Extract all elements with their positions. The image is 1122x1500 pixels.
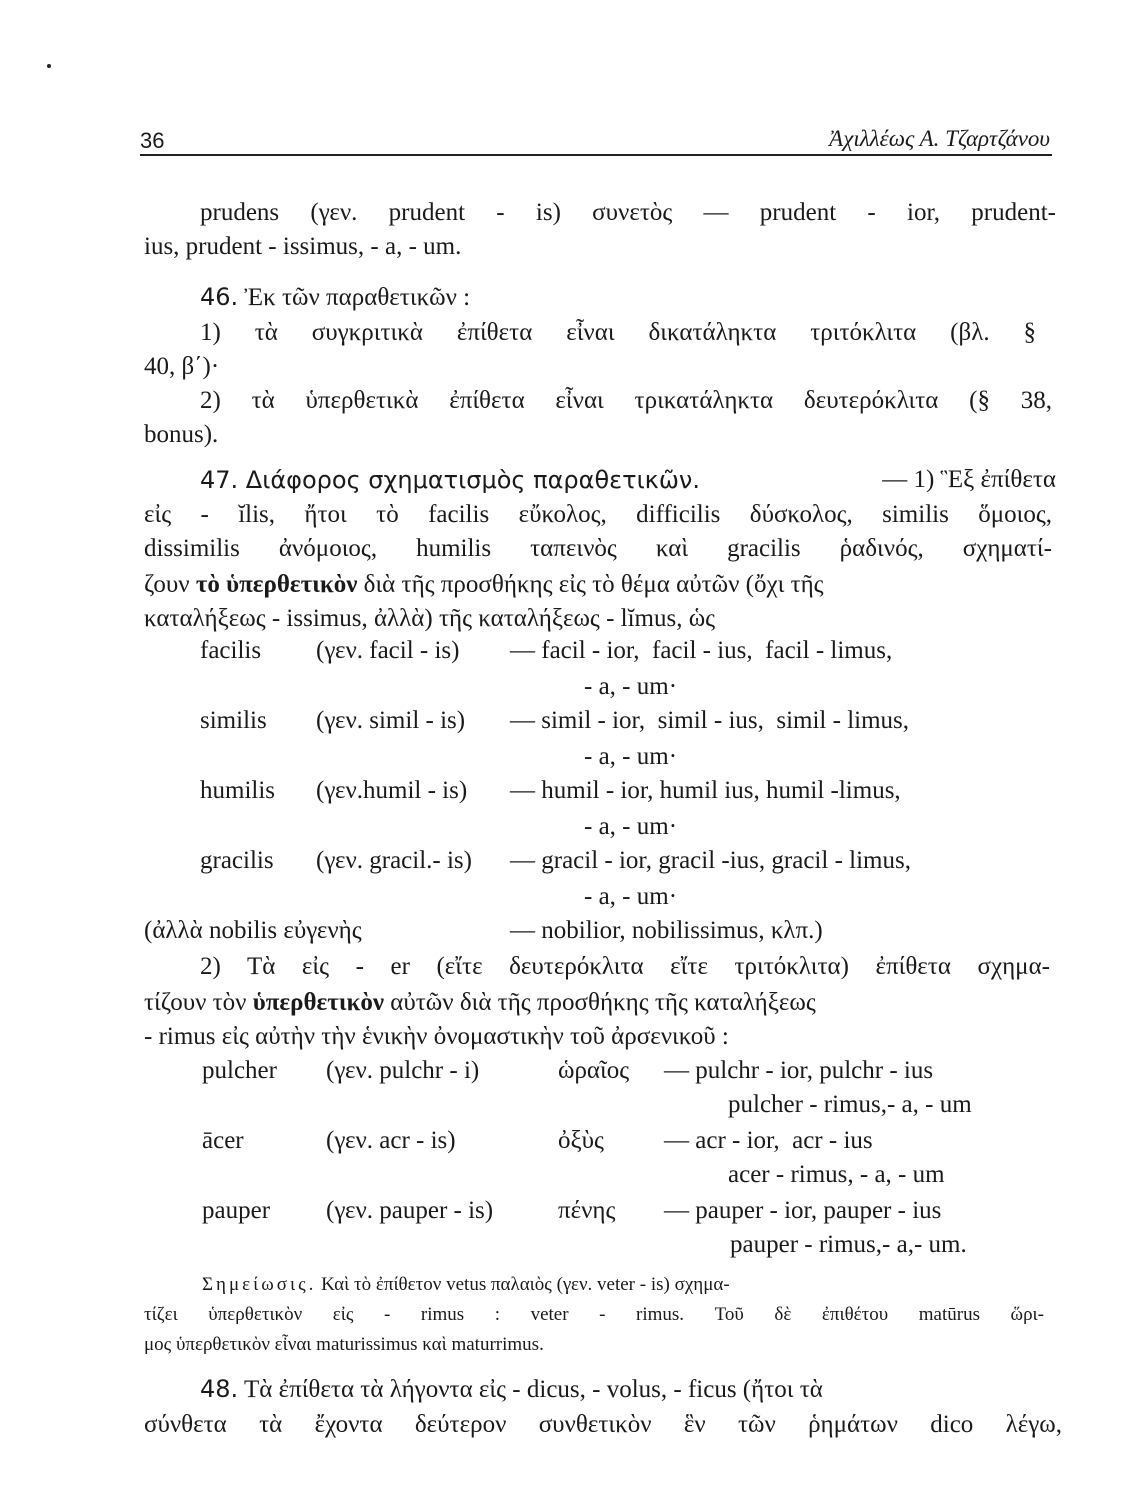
section-number: 46. bbox=[200, 283, 239, 311]
table-greek: ὀξὺς bbox=[558, 1127, 604, 1154]
table-genitive: (γεν. pauper - is) bbox=[326, 1197, 494, 1224]
text-run: Καὶ τὸ ἐπίθετον vetus παλαιὸς (γεν. veter - is) σχημα- bbox=[316, 1274, 730, 1295]
body-line: prudens (γεν. prudent - is) συνετὸς — prudent - ior, prudent- bbox=[200, 199, 1056, 226]
table-genitive: (γεν. pulchr - i) bbox=[326, 1057, 480, 1084]
emphasis: ὑπερθετικὸν bbox=[252, 989, 385, 1016]
table-forms: — simil - ior, simil - ius, simil - limus, bbox=[510, 707, 910, 734]
body-line: σύνθετα τὰ ἔχοντα δεύτερον συνθετικὸν ἓν τῶν ῥημάτων dico λέγω, bbox=[144, 1411, 1062, 1438]
section-number: 47. bbox=[200, 466, 239, 494]
body-line bbox=[144, 988, 1052, 1018]
body-line: 2) Τὰ εἰς - er (εἴτε δευτερόκλιτα εἴτε τριτόκλιτα) ἐπίθετα σχημα- bbox=[200, 953, 1050, 980]
body-line: καταλήξεως - issimus, ἀλλὰ) τῆς καταλήξεως - lĭmus, ὡς bbox=[144, 605, 716, 632]
section-text: — 1) Ἓξ ἐπίθετα bbox=[882, 466, 1056, 493]
text-run: τίζουν τὸν bbox=[144, 989, 253, 1016]
table-ending: - a, - um· bbox=[584, 673, 678, 700]
running-head-author: Ἀχιλλέως Α. Τζαρτζάνου bbox=[829, 126, 1050, 151]
section-number: 48. bbox=[200, 1375, 239, 1403]
table-word: ācer bbox=[202, 1127, 244, 1154]
body-line: - rimus εἰς αὐτὴν τὴν ἑνικὴν ὀνομαστικὴν τοῦ ἀρσενικοῦ : bbox=[144, 1023, 729, 1050]
body-line: dissimilis ἀνόμοιος, humilis ταπεινὸς καὶ gracilis ῥαδινός, σχηματί- bbox=[144, 535, 1052, 562]
text-run: Τὰ ἐπίθετα τὰ λήγοντα εἰς - dicus, - volus, - ficus (ἤτοι τὰ bbox=[238, 1376, 823, 1403]
table-greek: πένης bbox=[558, 1197, 616, 1224]
emphasis: τὸ ὑπερθετικὸν bbox=[195, 571, 358, 598]
table-word: gracilis bbox=[200, 847, 274, 874]
table-forms: — pauper - ior, pauper - ius bbox=[664, 1197, 942, 1224]
table-forms: — pulchr - ior, pulchr - ius bbox=[664, 1057, 934, 1084]
note-line: τίζει ὑπερθετικὸν εἰς - rimus : veter - rimus. Τοῦ δὲ ἐπιθέτου matūrus ὥρι- bbox=[144, 1304, 1044, 1325]
body-line bbox=[144, 570, 1052, 600]
body-line: bonus). bbox=[144, 421, 219, 448]
table-word: facilis bbox=[200, 637, 262, 664]
text-run: ζουν bbox=[144, 571, 196, 598]
table-word: pauper bbox=[202, 1197, 271, 1224]
body-line: εἰς - ĭlis, ἤτοι τὸ facilis εὔκολος, difficilis δύσκολος, similis ὅμοιος, bbox=[144, 501, 1052, 528]
table-forms: — gracil - ior, gracil -ius, gracil - limus, bbox=[510, 847, 911, 874]
section-47-heading bbox=[200, 465, 1056, 496]
body-line: 1) τὰ συγκριτικὰ ἐπίθετα εἶναι δικατάληκτα τριτόκλιτα (βλ. § bbox=[200, 319, 1036, 346]
table-genitive: (γεν. simil - is) bbox=[316, 707, 466, 734]
table-forms: — humil - ior, humil ius, humil -limus, bbox=[510, 777, 901, 804]
table-superlative: pulcher - rimus,- a, - um bbox=[728, 1091, 972, 1118]
table-word: similis bbox=[200, 707, 267, 734]
table-ending: - a, - um· bbox=[584, 883, 678, 910]
body-line: 2) τὰ ὑπερθετικὰ ἐπίθετα εἶναι τρικατάληκτα δευτερόκλιτα (§ 38, bbox=[200, 387, 1052, 414]
table-ending: - a, - um· bbox=[584, 813, 678, 840]
table-genitive: (γεν.humil - is) bbox=[316, 777, 468, 804]
table-forms: — acr - ior, acr - ius bbox=[664, 1127, 873, 1154]
body-line: 40, β΄)· bbox=[144, 353, 220, 380]
table-ending: - a, - um· bbox=[584, 743, 678, 770]
table-superlative: acer - rimus, - a, - um bbox=[728, 1161, 945, 1188]
table-genitive: (γεν. gracil.- is) bbox=[316, 847, 472, 874]
note-label: Σημείωσις. bbox=[202, 1274, 317, 1295]
exception-word: (ἀλλὰ nobilis εὐγενὴς bbox=[144, 917, 362, 944]
table-genitive: (γεν. facil - is) bbox=[316, 637, 460, 664]
table-genitive: (γεν. acr - is) bbox=[326, 1127, 456, 1154]
note-line: μος ὑπερθετικὸν εἶναι maturissimus καὶ maturrimus. bbox=[144, 1334, 544, 1355]
section-title: Διάφορος σχηματισμὸς παραθετικῶν. bbox=[238, 466, 700, 494]
section-title: Ἐκ τῶν παραθετικῶν : bbox=[238, 284, 471, 311]
section-46-heading bbox=[200, 282, 470, 313]
table-greek: ὡραῖος bbox=[558, 1057, 630, 1084]
table-word: humilis bbox=[200, 777, 276, 804]
note-line bbox=[202, 1272, 1044, 1298]
section-48-heading bbox=[200, 1374, 1066, 1405]
table-forms: — facil - ior, facil - ius, facil - limus, bbox=[510, 637, 893, 664]
body-line: ius, prudent - issimus, - a, - um. bbox=[144, 233, 462, 260]
table-word: pulcher bbox=[202, 1057, 277, 1084]
table-superlative: pauper - rimus,- a,- um. bbox=[730, 1231, 967, 1258]
text-run: αὐτῶν διὰ τῆς προσθήκης τῆς καταλήξεως bbox=[384, 989, 816, 1016]
page-number: 36 bbox=[140, 128, 165, 153]
exception-forms: — nobilior, nobilissimus, κλπ.) bbox=[510, 917, 823, 944]
text-run: διὰ τῆς προσθήκης εἰς τὸ θέμα αὐτῶν (ὄχι τῆς bbox=[357, 571, 824, 598]
